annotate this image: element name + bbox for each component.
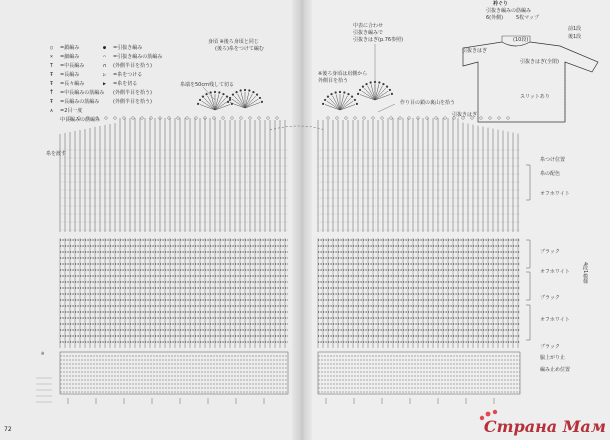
neck-fan-stitch (370, 81, 372, 83)
chain-loop (114, 117, 117, 120)
legend-item (50, 71, 79, 78)
color-change-label: ブラック (540, 344, 560, 350)
neck-fan-stitch (235, 91, 237, 93)
neck-fan-stitch (347, 93, 349, 95)
chain-loop (354, 117, 357, 120)
neck-fan-stitch (244, 89, 246, 91)
legend-item (103, 53, 162, 60)
schematic-label-2: 引抜きはぎ(全閉) (520, 59, 559, 65)
legend-text: =2目一度 (60, 108, 83, 114)
color-change-label: 編み止め位置 (540, 367, 571, 373)
neck-fan-stitch (378, 81, 380, 83)
neck-fan-stitch (229, 99, 231, 101)
neck-fan-stitch (357, 93, 359, 95)
color-change-label: 脇上がり止 (540, 355, 566, 361)
sweater-schematic (463, 42, 598, 122)
neck-fan-stitch (199, 99, 201, 101)
neck-fan-stitch (252, 91, 254, 93)
chain-loop (399, 117, 402, 120)
watermark-logo (484, 417, 606, 436)
color-change-label: オフホワイト (540, 191, 570, 197)
chain-loop (240, 117, 243, 120)
neck-fan-stitch (351, 96, 353, 98)
neck-fan-stitch (210, 91, 212, 93)
neck-fan-stitch (322, 103, 324, 105)
neck-fan-stitch (389, 89, 391, 91)
schematic-measure-right-2: 後1段 (568, 34, 582, 40)
chain-loop (381, 117, 384, 120)
ribbing-frame (318, 352, 520, 394)
legend-item (50, 62, 84, 69)
bottom-note: ※ (41, 351, 45, 356)
color-change-label: ブラック (540, 249, 560, 255)
color-change-label: オフホワイト (540, 269, 570, 275)
chain-loop (258, 117, 261, 120)
legend-symbol: ○ (50, 45, 54, 51)
center-top-note: 糸端を50cm残して切る (180, 82, 234, 88)
neck-fan-stitch (362, 86, 364, 88)
right-note-2: 外側目を拾う (318, 78, 349, 84)
right-top-note-1: 中表に合わせ (353, 23, 384, 29)
legend-symbol: ● (103, 45, 107, 51)
legend-text: (外側半目を拾う) (113, 90, 152, 96)
neck-fan-stitch (227, 101, 229, 103)
chain-loop (327, 117, 330, 120)
color-change-label: オフホワイト (540, 317, 570, 323)
chain-loop (489, 117, 492, 120)
legend-text: =引抜き編み (113, 45, 143, 51)
legend-symbol: Ŧ (50, 99, 54, 105)
legend-text: =中長編み (60, 63, 85, 69)
legend-item (103, 62, 152, 69)
schematic-label-3: スリットあり (520, 94, 550, 100)
legend-item (50, 44, 79, 51)
legend-item (103, 98, 152, 105)
chain-loop (444, 117, 447, 120)
chain-loop (231, 117, 234, 120)
legend-item (50, 116, 100, 123)
legend-text: (外側半目を拾う) (113, 63, 152, 69)
chain-loop (480, 117, 483, 120)
legend-text: (外側半目を拾う) (113, 99, 152, 105)
legend-item (50, 107, 82, 114)
right-top-note-3: 引抜きはぎ(p.76参照) (353, 37, 404, 43)
legend-text: =長々編み (60, 81, 85, 87)
left-start-label: 糸を渡す (46, 151, 67, 157)
schematic-label-4: 引抜きはぎ (452, 112, 478, 118)
neck-fan-stitch (327, 96, 329, 98)
watermark-dots-icon (478, 409, 500, 421)
neck-fan-stitch (324, 99, 326, 101)
legend-symbol: ⌒ (103, 54, 107, 60)
chain-loop (132, 117, 135, 120)
legend-symbol: ▷ (103, 72, 107, 78)
legend-text: =鎖編み (60, 45, 80, 51)
pattern-repeat-label: 4段1模様 (582, 262, 588, 284)
chain-loop (345, 117, 348, 120)
color-change-label: ブラック (540, 295, 560, 301)
legend-item (50, 98, 99, 105)
ribbing-frame (60, 352, 288, 394)
chain-loop (186, 117, 189, 120)
chain-loop (507, 117, 510, 120)
neck-fan-stitch (197, 103, 199, 105)
neck-fan-stitch (229, 97, 231, 99)
neck-fan-stitch (386, 86, 388, 88)
neck-fan-stitch (359, 89, 361, 91)
legend-item (103, 71, 142, 78)
legend-symbol: × (50, 54, 54, 60)
neck-fan-stitch (356, 103, 358, 105)
legend-symbol: Ŧ (50, 81, 54, 87)
neck-fan-stitch (365, 83, 367, 85)
neck-fan-stitch (259, 97, 261, 99)
neck-fan-stitch (382, 83, 384, 85)
chain-loop (249, 117, 252, 120)
legend-item (103, 89, 152, 96)
color-change-label: 糸つけ位置 (540, 157, 566, 163)
legend-symbol: ∧ (50, 108, 54, 114)
chain-loop (435, 117, 438, 120)
legend-text: =長編み (60, 72, 80, 78)
legend-symbol: Ť (50, 90, 54, 96)
legend-item (50, 53, 79, 60)
legend-symbol: ∩ (103, 63, 107, 69)
neck-fan-stitch (222, 93, 224, 95)
neck-fan-stitch (261, 101, 263, 103)
schematic-subtitle-3: 5枚マップ (516, 15, 539, 21)
legend-symbol: T (50, 63, 54, 69)
color-change-label: 糸の配色 (540, 171, 561, 177)
legend-item (103, 44, 142, 51)
neck-fan-stitch (240, 89, 242, 91)
neck-fan-stitch (232, 94, 234, 96)
legend-symbol: Ŧ (50, 72, 54, 78)
schematic-measure-top: (10段) (513, 37, 529, 43)
schematic-title: 衿ぐり (493, 1, 509, 7)
legend-text: 中長編みの筋編み (60, 117, 101, 123)
chain-loop (498, 117, 501, 120)
neck-fan-stitch (391, 93, 393, 95)
chain-loop (276, 117, 279, 120)
chain-loop (336, 117, 339, 120)
neck-fan-stitch (214, 91, 216, 93)
seam-connector (270, 126, 325, 130)
neck-fan-stitch (330, 93, 332, 95)
legend-text: =長編みの筋編み (60, 99, 100, 105)
schematic-subtitle-2: 6(外側) (486, 15, 504, 21)
shoulder-note: 身頃 ※後ろ身頃と同じ (208, 39, 259, 45)
legend-text: =中長編みの筋編み (60, 90, 105, 96)
schematic-subtitle-1: 引抜き編みの筋編み (486, 8, 532, 14)
legend-text: =引抜き編みの筋編み (113, 54, 163, 60)
legend-text: =細編み (60, 54, 80, 60)
chain-loop (267, 117, 270, 120)
neck-fan-stitch (256, 94, 258, 96)
legend-text: =糸をつける (113, 72, 143, 78)
center-note: (後ろ)糸をつけて編む (215, 46, 264, 52)
annotation-leader (378, 104, 395, 112)
neck-fan-stitch (226, 96, 228, 98)
chain-loop (363, 117, 366, 120)
chain-loop (141, 117, 144, 120)
chain-loop (390, 117, 393, 120)
schematic-label-1: 引抜きはぎ (462, 48, 488, 54)
right-note-1: ※後ろ身頃は肩側から (318, 71, 368, 77)
neck-fan-stitch (343, 91, 345, 93)
legend-item (50, 89, 104, 96)
neck-fan-stitch (202, 96, 204, 98)
legend-item (50, 80, 84, 87)
neck-fan-stitch (218, 91, 220, 93)
legend-item (103, 80, 137, 87)
chain-loop (222, 117, 225, 120)
neck-fan-stitch (335, 91, 337, 93)
right-top-note-2: 引抜き編みで (353, 30, 384, 36)
neck-fan-stitch (248, 89, 250, 91)
schematic-measure-right-1: 前1段 (568, 26, 582, 32)
right-left-note: 作り目の鎖の裏山を拾う (400, 100, 456, 106)
legend-symbol: ▶ (103, 81, 107, 87)
neck-fan-stitch (205, 93, 207, 95)
legend-text: =糸を切る (113, 81, 138, 87)
neck-fan-stitch (354, 99, 356, 101)
annotation-leader (203, 87, 215, 100)
chain-loop (177, 117, 180, 120)
neck-fan-stitch (339, 91, 341, 93)
chain-loop (372, 117, 375, 120)
watermark-text: Страна Мам (483, 417, 606, 436)
chain-loop (105, 117, 108, 120)
page-number: 72 (4, 426, 12, 433)
